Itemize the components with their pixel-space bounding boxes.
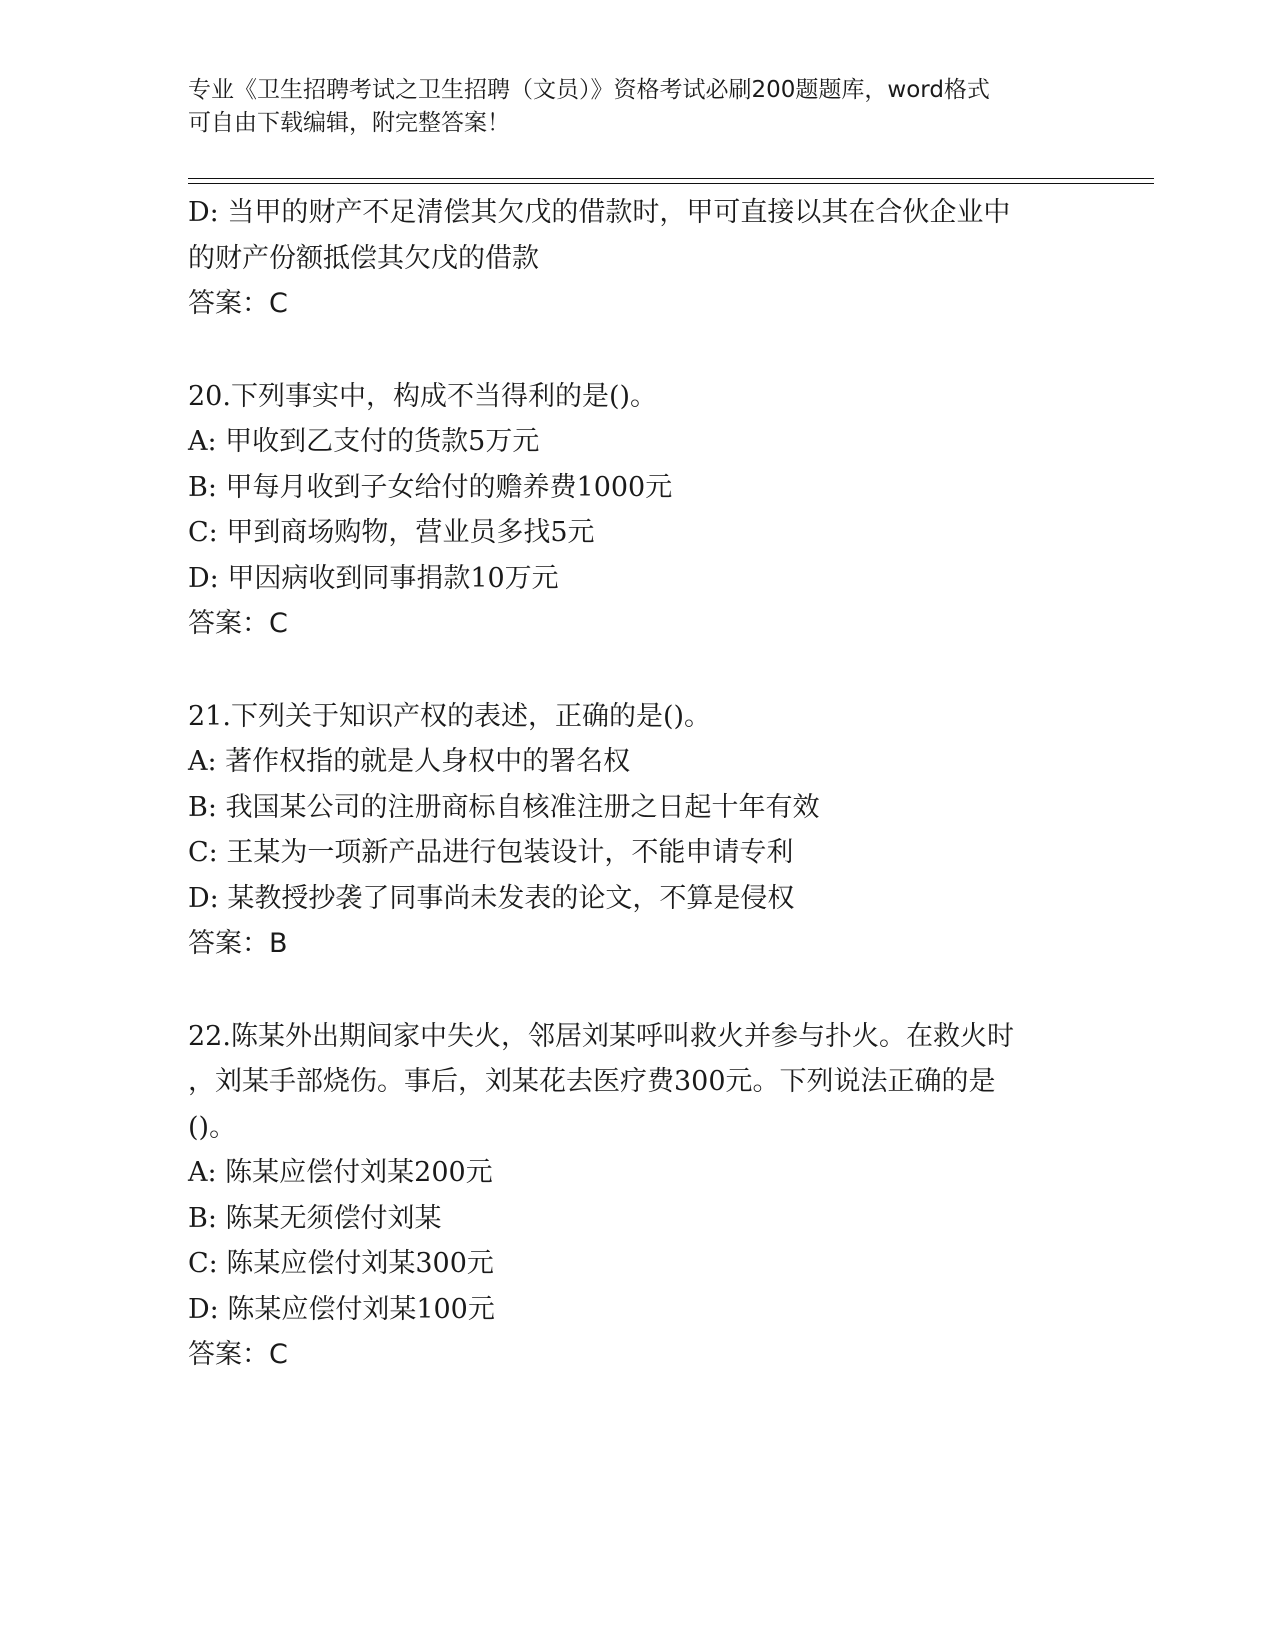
question-text: 21.下列关于知识产权的表述，正确的是()。 (188, 700, 712, 732)
header-divider-top (188, 178, 1154, 179)
question-text-line-1: 22.陈某外出期间家中失火，邻居刘某呼叫救火并参与扑火。在救火时 (188, 1020, 1014, 1052)
option-c: C: 甲到商场购物，营业员多找5元 (188, 517, 595, 548)
question-block-20 (188, 374, 1088, 647)
answer-line: 答案：B (188, 928, 288, 959)
document-body (188, 190, 1088, 1378)
spacer (188, 327, 1088, 374)
option-d-line-2: 的财产份额抵偿其欠戊的借款 (188, 242, 539, 274)
option-a: A: 著作权指的就是人身权中的署名权 (188, 746, 631, 777)
option-d: D: 陈某应偿付刘某100元 (188, 1293, 495, 1325)
header-line-1: 专业《卫生招聘考试之卫生招聘（文员）》资格考试必刷200题题库，word格式 (188, 77, 990, 103)
question-text: 20.下列事实中，构成不当得利的是()。 (188, 380, 658, 412)
option-c: C: 王某为一项新产品进行包装设计，不能申请专利 (188, 837, 794, 868)
question-block-22 (188, 1014, 1088, 1378)
option-b: B: 甲每月收到子女给付的赡养费1000元 (188, 471, 673, 503)
question-block-previous (188, 190, 1088, 327)
option-d: D: 某教授抄袭了同事尚未发表的论文，不算是侵权 (188, 882, 795, 914)
option-a: A: 陈某应偿付刘某200元 (188, 1157, 493, 1188)
option-d-line-1: D: 当甲的财产不足清偿其欠戊的借款时，甲可直接以其在合伙企业中 (188, 197, 1011, 228)
answer-line: 答案：C (188, 288, 288, 319)
option-b: B: 我国某公司的注册商标自核准注册之日起十年有效 (188, 791, 820, 823)
option-a: A: 甲收到乙支付的货款5万元 (188, 426, 540, 457)
question-text-line-2: ，刘某手部烧伤。事后，刘某花去医疗费300元。下列说法正确的是 (188, 1066, 996, 1097)
page-header (188, 74, 1068, 140)
spacer (188, 647, 1088, 694)
answer-line: 答案：C (188, 1339, 288, 1370)
spacer (188, 967, 1088, 1014)
header-line-2: 可自由下载编辑，附完整答案！ (188, 110, 510, 136)
answer-line: 答案：C (188, 608, 288, 639)
question-block-21 (188, 694, 1088, 967)
option-d: D: 甲因病收到同事捐款10万元 (188, 562, 559, 594)
header-divider-bottom (188, 183, 1154, 184)
option-b: B: 陈某无须偿付刘某 (188, 1202, 442, 1234)
option-c: C: 陈某应偿付刘某300元 (188, 1248, 494, 1279)
question-text-line-3: ()。 (188, 1111, 237, 1143)
